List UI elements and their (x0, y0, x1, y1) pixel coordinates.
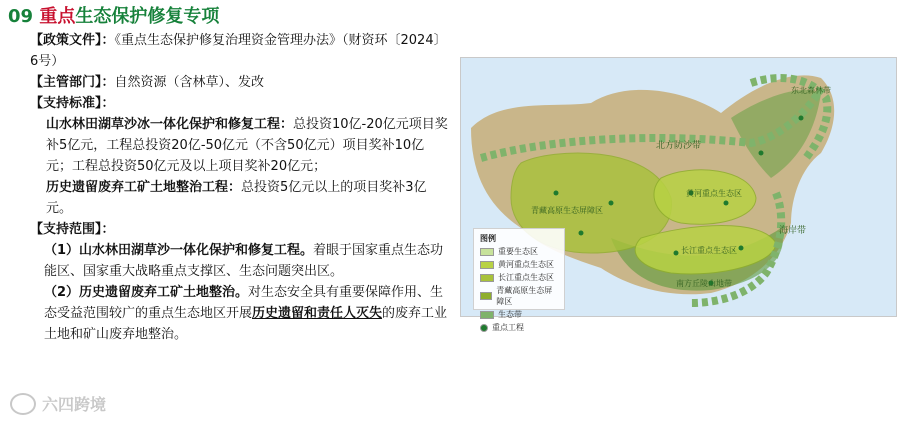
legend-swatch (480, 292, 492, 300)
watermark-logo-icon (10, 393, 36, 415)
label-yangtze: 长江重点生态区 (681, 246, 737, 255)
policy-paragraph (30, 30, 450, 72)
scope-item-2-underline: 历史遗留和责任人灭失 (252, 306, 383, 321)
scope-item-2-title: （2）历史遗留废弃工矿土地整治。 (44, 285, 249, 300)
watermark-text: 六四跨境 (42, 395, 107, 414)
scope-label: 【支持范围】： (30, 222, 115, 237)
legend-label: 青藏高原生态屏障区 (496, 286, 553, 306)
project-dot (609, 201, 614, 206)
scope-item-2-text-a: 对生态安全具有重要保障作用、生态受益范围较广的重点生态地区开展 (44, 285, 444, 321)
scope-item-2 (30, 282, 450, 345)
scope-item-1-text: 着眼于国家重点生态功能区、国家重大战略重点支撑区、生态问题突出区。 (44, 243, 444, 279)
label-yellow: 黄河重点生态区 (686, 189, 742, 198)
label-coast: 海岸带 (779, 226, 807, 236)
scope-item-1-title: （1）山水林田湖草沙一体化保护和修复工程。 (44, 243, 314, 258)
project-dot (724, 201, 729, 206)
legend-label: 重点工程 (492, 323, 524, 332)
legend-item (480, 246, 558, 257)
label-qinghai: 青藏高原生态屏障区 (531, 206, 603, 215)
legend-swatch (480, 248, 494, 256)
title-red: 重点 (39, 6, 76, 27)
policy-label: 【政策文件】： (30, 33, 115, 48)
legend-item (480, 309, 558, 320)
section-number: 09 (8, 6, 34, 27)
legend-item (480, 259, 558, 270)
title-green: 生态保护修复专项 (75, 6, 220, 27)
legend-swatch (480, 311, 494, 319)
dept-paragraph (30, 72, 450, 93)
standard-item-2-title: 历史遗留废弃工矿土地整治工程： (46, 180, 242, 195)
project-dot (554, 191, 559, 196)
legend-swatch (480, 324, 488, 332)
ecology-map (460, 57, 897, 332)
label-northeast: 东北森林带 (791, 86, 831, 95)
standard-item-1-text: 总投资10亿-20亿元项目奖补5亿元，工程总投资20亿-50亿元（不含50亿元）项目奖补10亿元；工程总投资50亿元及以上项目奖补20亿元； (46, 117, 448, 174)
legend-title: 图例 (480, 234, 496, 243)
dept-label: 【主管部门】： (30, 75, 115, 90)
policy-text: 《重点生态保护修复治理资金管理办法》（财资环〔2024〕6号） (30, 33, 447, 69)
legend-swatch (480, 274, 494, 282)
text-content (30, 30, 450, 345)
legend-label: 生态带 (498, 310, 522, 319)
label-north: 北方防沙带 (656, 141, 702, 151)
project-dot (759, 151, 764, 156)
legend-label: 重要生态区 (498, 247, 538, 256)
dept-text: 自然资源（含林草）、发改 (114, 75, 265, 90)
project-dot (579, 231, 584, 236)
label-south: 南方丘陵山地带 (676, 279, 732, 288)
standard-item-2 (30, 177, 450, 219)
project-dot (799, 116, 804, 121)
project-dot (739, 246, 744, 251)
project-dot (674, 251, 679, 256)
map-legend (473, 228, 565, 332)
legend-label: 黄河重点生态区 (498, 260, 554, 269)
watermark (10, 392, 106, 415)
legend-item (480, 322, 558, 333)
standard-item-1-title: 山水林田湖草沙冰一体化保护和修复工程： (46, 117, 294, 132)
section-title (8, 2, 219, 28)
legend-item (480, 272, 558, 283)
scope-item-1 (30, 240, 450, 282)
standard-item-2-text: 总投资5亿元以上的项目奖补3亿元。 (46, 180, 427, 216)
standard-item-1 (30, 114, 450, 177)
legend-item (480, 285, 558, 307)
standard-label: 【支持标准】： (30, 96, 115, 111)
scope-item-2-text-b: 的废弃工业土地和矿山废弃地整治。 (44, 306, 448, 342)
legend-label: 长江重点生态区 (498, 273, 554, 282)
legend-swatch (480, 261, 494, 269)
